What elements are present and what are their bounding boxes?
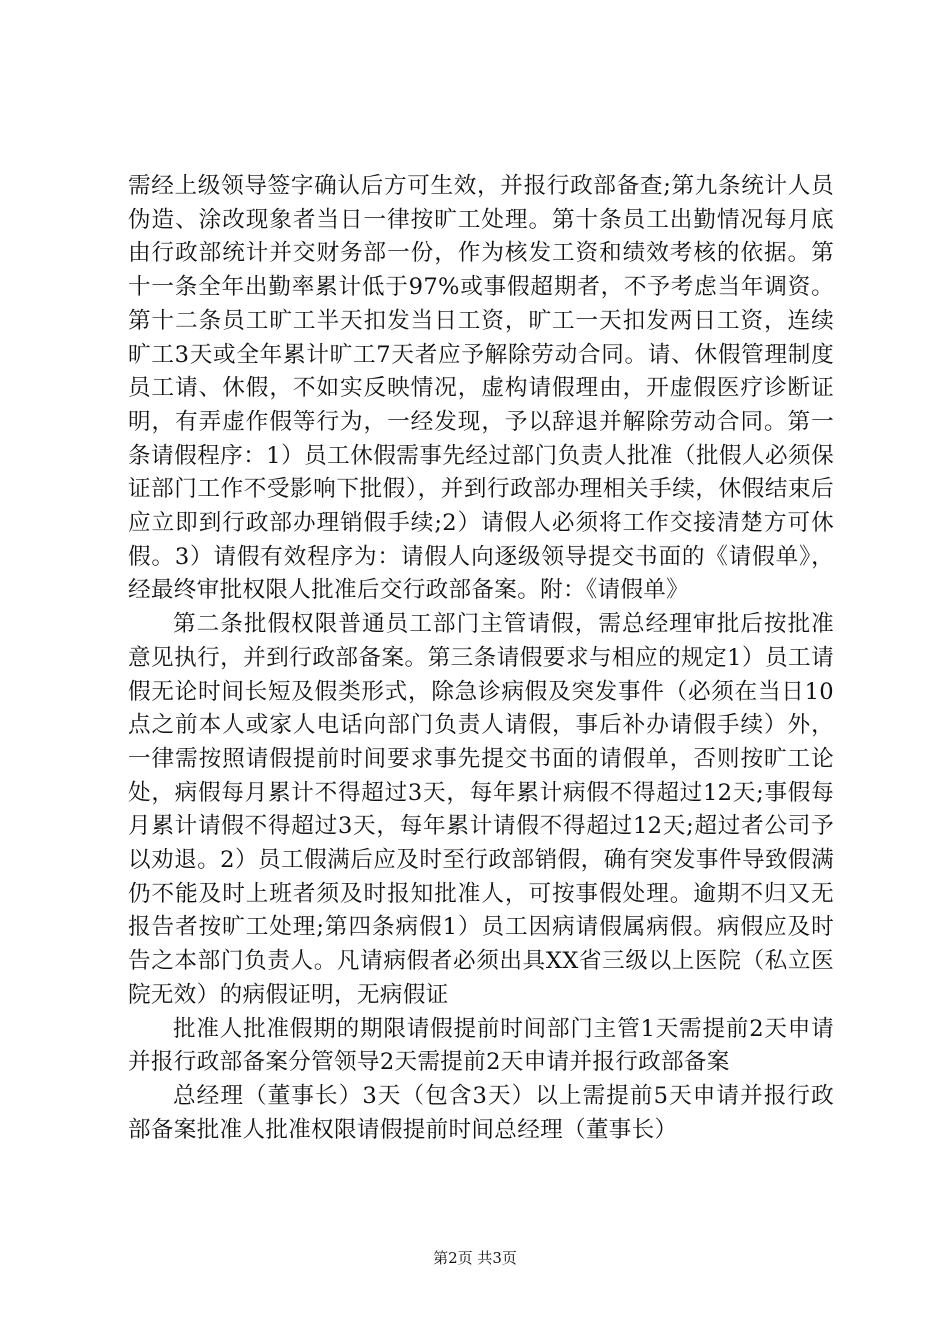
document-body	[128, 170, 834, 1147]
paragraph-4: 总经理（董事长）3天（包含3天）以上需提前5天申请并报行政部备案批准人批准权限请假提前时间总经理（董事长）	[128, 1082, 834, 1143]
page-footer: 第2页 共3页	[433, 1249, 517, 1267]
paragraph-1: 需经上级领导签字确认后方可生效，并报行政部备查;第九条统计人员伪造、涂改现象者当日一律按旷工处理。第十条员工出勤情况每月底由行政部统计并交财务部一份，作为核发工资和绩效考核的依据。第十一条全年出勤率累计低于97%或事假超期者，不予考虑当年调资。第十二条员工旷工半天扣发当日工资，旷工一天扣发两日工资，连续旷工3天或全年累计旷工7天者应予解除劳动合同。请、休假管理制度员工请、休假，不如实反映情况，虚构请假理由，开虚假医疗诊断证明，有弄虚作假等行为，一经发现，予以辞退并解除劳动合同。第一条请假程序：1）员工休假需事先经过部门负责人批准（批假人必须保证部门工作不受影响下批假），并到行政部办理相关手续，休假结束后应立即到行政部办理销假手续;2）请假人必须将工作交接清楚方可休假。3）请假有效程序为：请假人向逐级领导提交书面的《请假单》，经最终审批权限人批准后交行政部备案。附：《请假单》	[128, 173, 834, 604]
paragraph-3: 批准人批准假期的期限请假提前时间部门主管1天需提前2天申请并报行政部备案分管领导2天需提前2天申请并报行政部备案	[128, 1015, 834, 1076]
paragraph-2: 第二条批假权限普通员工部门主管请假，需总经理审批后按批准意见执行，并到行政部备案。第三条请假要求与相应的规定1）员工请假无论时间长短及假类形式，除急诊病假及突发事件（必须在当日10点之前本人或家人电话向部门负责人请假，事后补办请假手续）外，一律需按照请假提前时间要求事先提交书面的请假单，否则按旷工论处，病假每月累计不得超过3天，每年累计病假不得超过12天;事假每月累计请假不得超过3天，每年累计请假不得超过12天;超过者公司予以劝退。2）员工假满后应及时至行政部销假，确有突发事件导致假满仍不能及时上班者须及时报知批准人，可按事假处理。逾期不归又无报告者按旷工处理;第四条病假1）员工因病请假属病假。病假应及时告之本部门负责人。凡请病假者必须出具XX省三级以上医院（私立医院无效）的病假证明，无病假证	[128, 611, 834, 1008]
